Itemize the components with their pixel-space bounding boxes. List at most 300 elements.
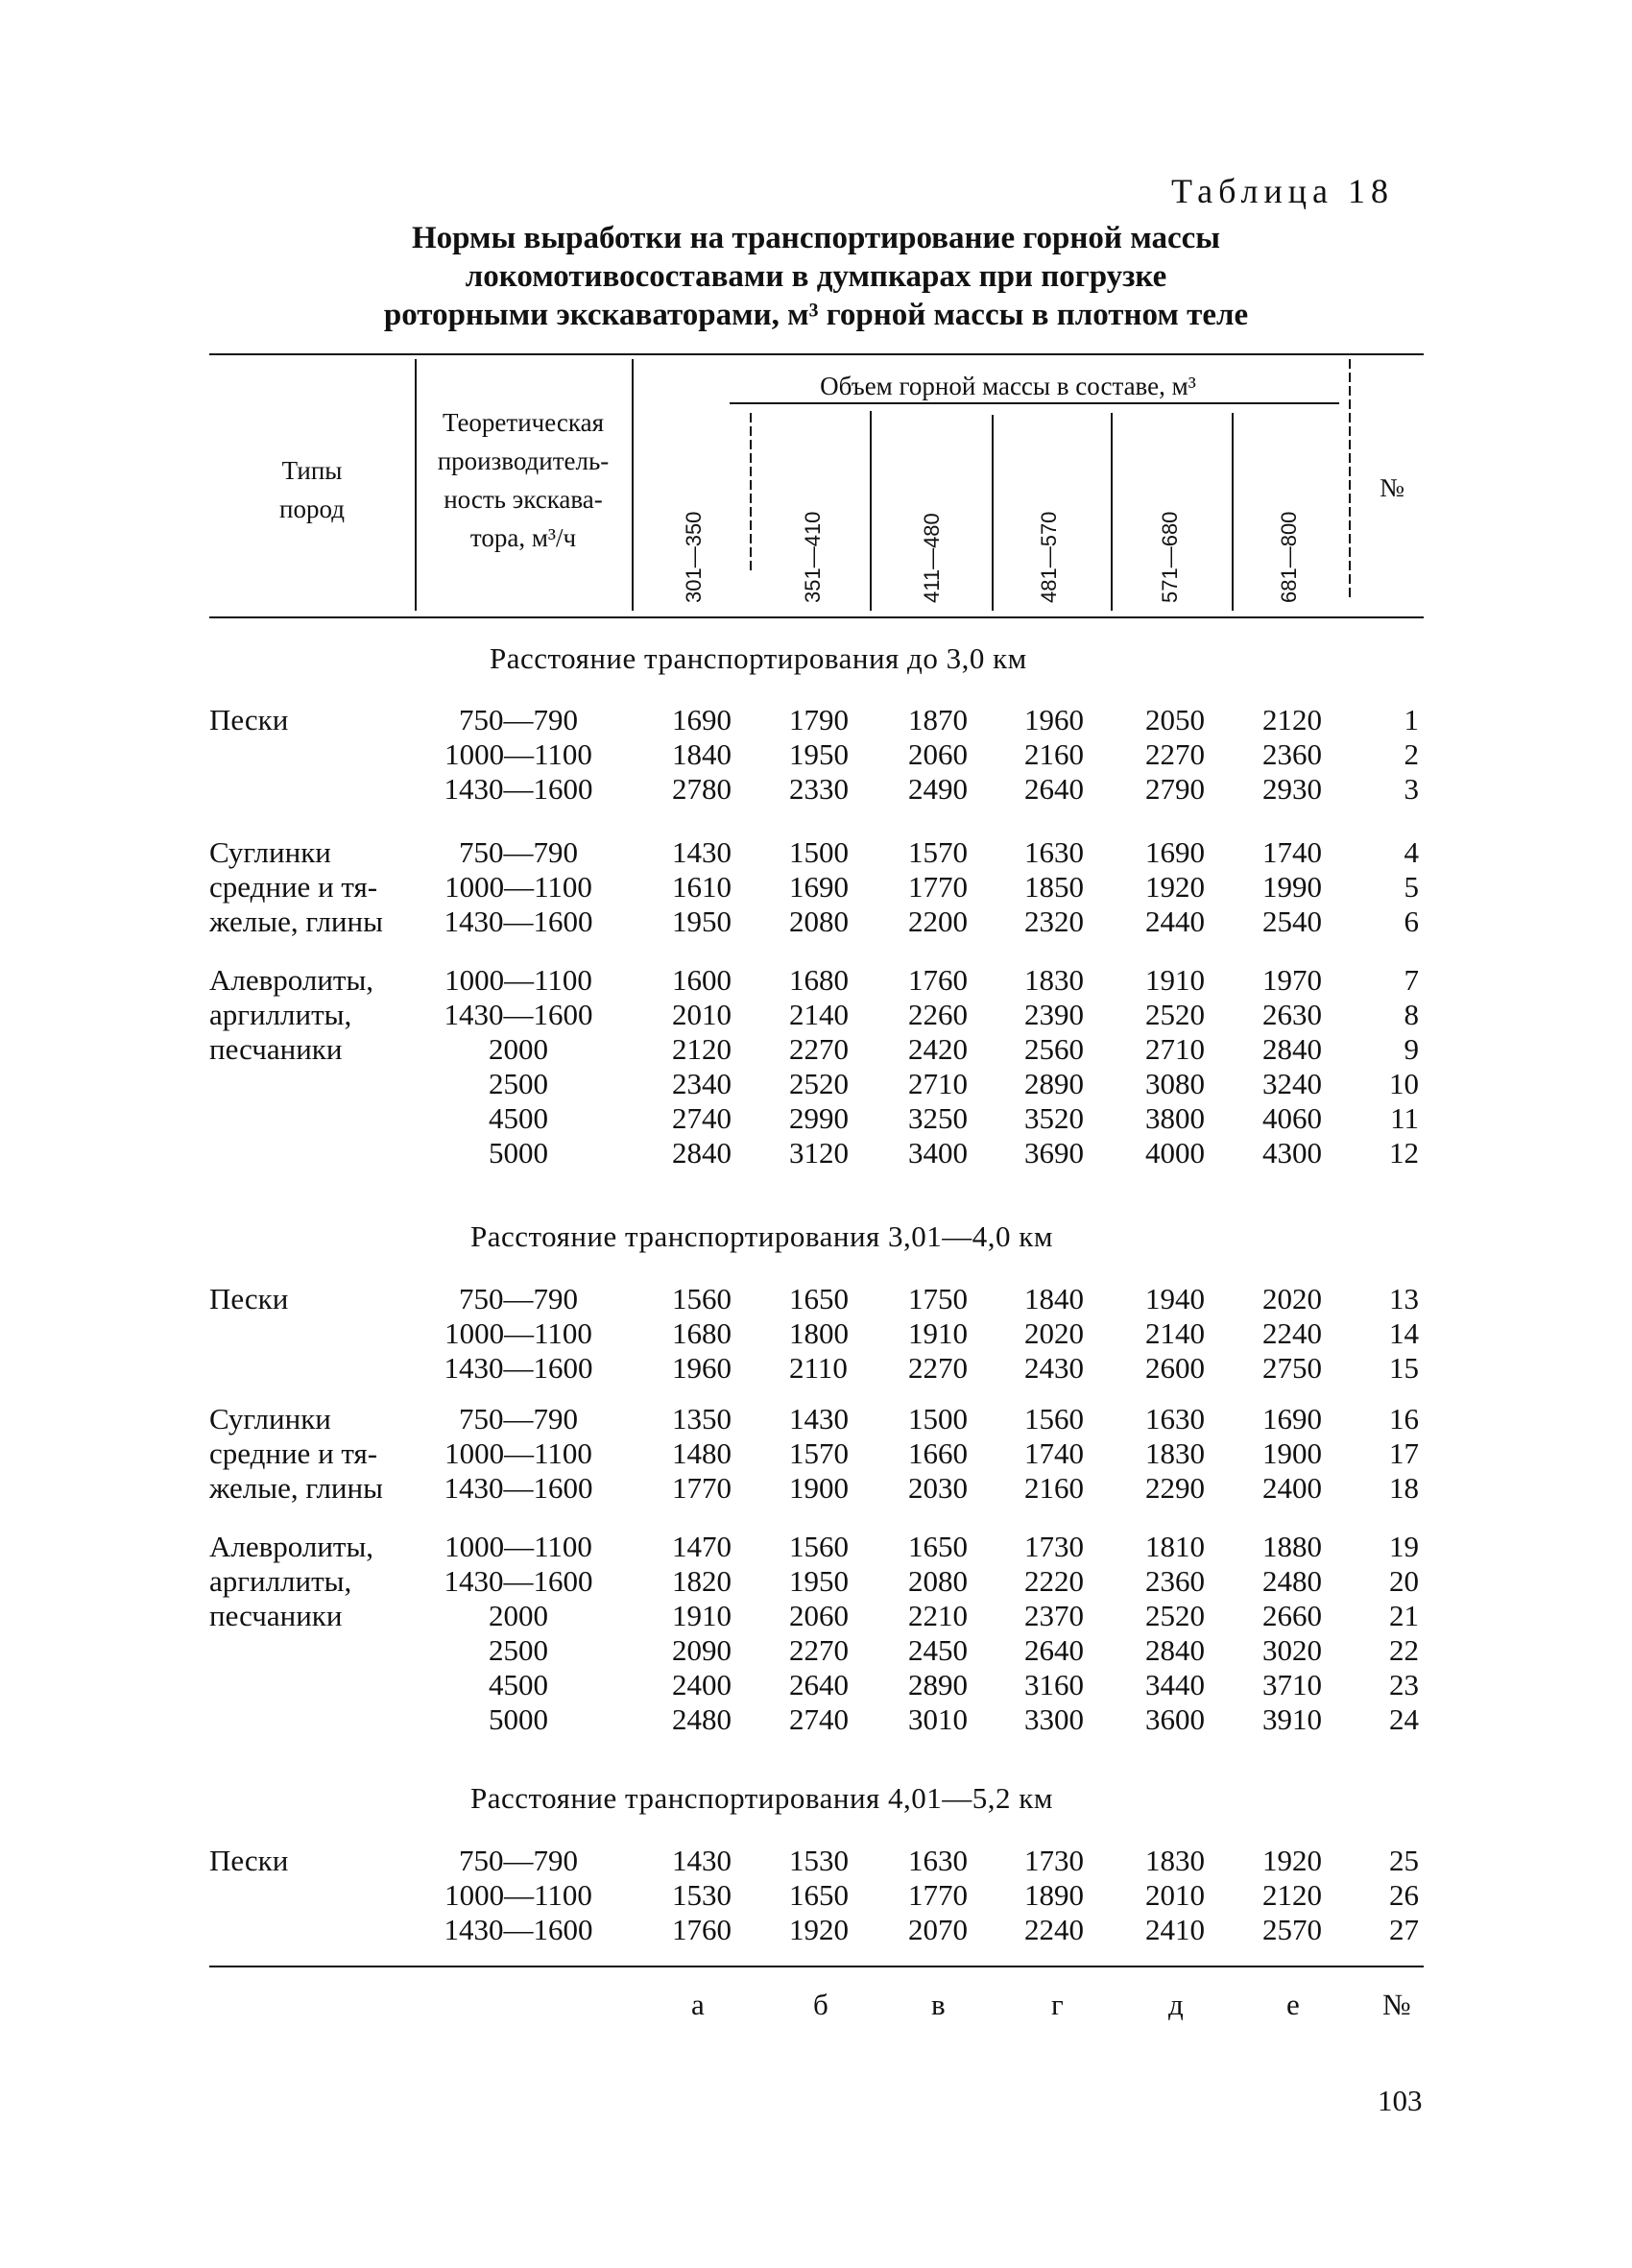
footer-number-label: № — [1382, 1988, 1411, 2021]
value-cell: 1900 — [789, 1471, 849, 1505]
row-number-cell: 22 — [1389, 1633, 1419, 1667]
productivity-cell: 1000—1100 — [444, 870, 592, 904]
value-cell: 2110 — [789, 1351, 848, 1385]
column-header-number: № — [1380, 473, 1404, 502]
value-cell: 2270 — [789, 1633, 849, 1667]
value-cell: 1530 — [789, 1844, 849, 1877]
productivity-cell: 5000 — [489, 1702, 548, 1736]
value-cell: 2450 — [908, 1633, 968, 1667]
value-cell: 2520 — [1145, 998, 1205, 1031]
value-cell: 2060 — [908, 737, 968, 771]
value-cell: 2030 — [908, 1471, 968, 1505]
value-cell: 1960 — [1024, 703, 1084, 736]
value-cell: 1560 — [672, 1282, 732, 1315]
value-cell: 2420 — [908, 1032, 968, 1066]
value-cell: 1470 — [672, 1530, 732, 1563]
rock-type-label: Суглинки — [209, 1402, 331, 1436]
column-header-volume-a: 301—350 — [682, 511, 706, 603]
value-cell: 1650 — [789, 1282, 849, 1315]
value-cell: 1530 — [672, 1878, 732, 1912]
value-cell: 2560 — [1024, 1032, 1084, 1066]
value-cell: 2390 — [1024, 998, 1084, 1031]
value-cell: 1870 — [908, 703, 968, 736]
table-row — [0, 998, 1632, 1032]
rock-type-label: песчаники — [209, 1599, 343, 1632]
header-line: Типы — [281, 456, 343, 485]
divider — [209, 1966, 1424, 1967]
section-title: Расстояние транспортирования до 3,0 км — [490, 641, 1027, 675]
value-cell: 1950 — [789, 1564, 849, 1598]
value-cell: 2270 — [789, 1032, 849, 1066]
value-cell: 2840 — [1262, 1032, 1322, 1066]
productivity-cell: 1430—1600 — [444, 772, 593, 806]
footer-letter-v: в — [931, 1988, 946, 2021]
value-cell: 2120 — [672, 1032, 732, 1066]
value-cell: 1570 — [789, 1436, 849, 1470]
productivity-cell: 1430—1600 — [444, 905, 593, 938]
value-cell: 3240 — [1262, 1067, 1322, 1100]
value-cell: 1730 — [1024, 1844, 1084, 1877]
value-cell: 1730 — [1024, 1530, 1084, 1563]
value-cell: 2270 — [908, 1351, 968, 1385]
value-cell: 1820 — [672, 1564, 732, 1598]
divider — [632, 359, 634, 611]
row-number-cell: 12 — [1389, 1136, 1419, 1170]
productivity-cell: 2000 — [489, 1599, 548, 1632]
value-cell: 3250 — [908, 1101, 968, 1135]
value-cell: 2120 — [1262, 1878, 1322, 1912]
table-label: Таблица 18 — [1171, 172, 1394, 210]
value-cell: 1650 — [789, 1878, 849, 1912]
value-cell: 1990 — [1262, 870, 1322, 904]
table-row — [0, 1436, 1632, 1471]
row-number-cell: 2 — [1404, 737, 1419, 771]
table-row — [0, 1067, 1632, 1101]
row-number-cell: 24 — [1389, 1702, 1419, 1736]
value-cell: 1810 — [1145, 1530, 1205, 1563]
section-title: Расстояние транспортирования 4,01—5,2 км — [470, 1781, 1053, 1815]
value-cell: 2270 — [1145, 737, 1205, 771]
divider — [209, 353, 1424, 355]
value-cell: 2080 — [908, 1564, 968, 1598]
value-cell: 1940 — [1145, 1282, 1205, 1315]
table-row — [0, 1471, 1632, 1506]
divider — [992, 415, 994, 611]
value-cell: 2060 — [789, 1599, 849, 1632]
value-cell: 2160 — [1024, 737, 1084, 771]
value-cell: 1950 — [672, 905, 732, 938]
rock-type-label: аргиллиты, — [209, 1564, 352, 1598]
table-row — [0, 1878, 1632, 1913]
value-cell: 2430 — [1024, 1351, 1084, 1385]
table-row — [0, 1530, 1632, 1564]
value-cell: 1690 — [1262, 1402, 1322, 1436]
row-number-cell: 11 — [1390, 1101, 1419, 1135]
value-cell: 1430 — [672, 1844, 732, 1877]
column-header-volume-b: 351—410 — [801, 511, 825, 603]
value-cell: 2070 — [908, 1913, 968, 1946]
header-line: Теоретическая — [442, 408, 604, 437]
productivity-cell: 1430—1600 — [444, 1913, 593, 1946]
row-number-cell: 16 — [1389, 1402, 1419, 1436]
value-cell: 2370 — [1024, 1599, 1084, 1632]
value-cell: 2740 — [789, 1702, 849, 1736]
table-row — [0, 1564, 1632, 1599]
value-cell: 1910 — [908, 1316, 968, 1350]
table-row — [0, 1316, 1632, 1351]
value-cell: 1960 — [672, 1351, 732, 1385]
value-cell: 2640 — [1024, 772, 1084, 806]
productivity-cell: 1000—1100 — [444, 1878, 592, 1912]
table-row — [0, 1844, 1632, 1878]
value-cell: 2480 — [1262, 1564, 1322, 1598]
row-number-cell: 4 — [1404, 835, 1419, 869]
value-cell: 2020 — [1024, 1316, 1084, 1350]
value-cell: 3400 — [908, 1136, 968, 1170]
productivity-cell: 750—790 — [459, 835, 578, 869]
row-number-cell: 23 — [1389, 1668, 1419, 1701]
value-cell: 1680 — [789, 963, 849, 997]
column-header-volume-v: 411—480 — [920, 513, 944, 603]
value-cell: 1910 — [672, 1599, 732, 1632]
productivity-cell: 4500 — [489, 1101, 548, 1135]
productivity-cell: 1000—1100 — [444, 1316, 592, 1350]
value-cell: 1350 — [672, 1402, 732, 1436]
table-row — [0, 1101, 1632, 1136]
column-header-volume-group: Объем горной массы в составе, м³ — [820, 372, 1196, 400]
value-cell: 1770 — [908, 1878, 968, 1912]
value-cell: 2740 — [672, 1101, 732, 1135]
value-cell: 2640 — [789, 1668, 849, 1701]
value-cell: 2010 — [672, 998, 732, 1031]
rock-type-label: Суглинки — [209, 835, 331, 869]
column-header-productivity — [417, 403, 630, 557]
header-line: ность экскава- — [444, 485, 603, 514]
value-cell: 3440 — [1145, 1668, 1205, 1701]
table-row — [0, 963, 1632, 998]
value-cell: 1790 — [789, 703, 849, 736]
row-number-cell: 25 — [1389, 1844, 1419, 1877]
column-header-volume-d: 571—680 — [1158, 511, 1182, 603]
row-number-cell: 1 — [1404, 703, 1419, 736]
value-cell: 2840 — [672, 1136, 732, 1170]
table-row — [0, 737, 1632, 772]
value-cell: 3160 — [1024, 1668, 1084, 1701]
value-cell: 2140 — [789, 998, 849, 1031]
table-row — [0, 1282, 1632, 1316]
value-cell: 2890 — [1024, 1067, 1084, 1100]
value-cell: 2200 — [908, 905, 968, 938]
table-row — [0, 1668, 1632, 1702]
value-cell: 3120 — [789, 1136, 849, 1170]
value-cell: 2480 — [672, 1702, 732, 1736]
value-cell: 2090 — [672, 1633, 732, 1667]
productivity-cell: 1000—1100 — [444, 963, 592, 997]
productivity-cell: 1000—1100 — [444, 1436, 592, 1470]
productivity-cell: 1430—1600 — [444, 1471, 593, 1505]
productivity-cell: 750—790 — [459, 1282, 578, 1315]
rock-type-label: песчаники — [209, 1032, 343, 1066]
value-cell: 2320 — [1024, 905, 1084, 938]
productivity-cell: 750—790 — [459, 1402, 578, 1436]
divider — [1232, 413, 1234, 611]
value-cell: 2080 — [789, 905, 849, 938]
row-number-cell: 18 — [1389, 1471, 1419, 1505]
rock-type-label: Пески — [209, 1844, 289, 1877]
value-cell: 3080 — [1145, 1067, 1205, 1100]
value-cell: 2750 — [1262, 1351, 1322, 1385]
row-number-cell: 14 — [1389, 1316, 1419, 1350]
column-header-volume-g: 481—570 — [1037, 511, 1061, 603]
value-cell: 2520 — [789, 1067, 849, 1100]
rock-type-label: Алевролиты, — [209, 1530, 374, 1563]
value-cell: 1740 — [1024, 1436, 1084, 1470]
table-row — [0, 1599, 1632, 1633]
value-cell: 1430 — [789, 1402, 849, 1436]
divider — [1349, 359, 1351, 601]
value-cell: 1770 — [908, 870, 968, 904]
value-cell: 2330 — [789, 772, 849, 806]
value-cell: 1680 — [672, 1316, 732, 1350]
table-row — [0, 1702, 1632, 1737]
productivity-cell: 2000 — [489, 1032, 548, 1066]
value-cell: 1910 — [1145, 963, 1205, 997]
title-line: локомотивосоставами в думпкарах при погрузке — [465, 259, 1167, 294]
productivity-cell: 1000—1100 — [444, 737, 592, 771]
value-cell: 1480 — [672, 1436, 732, 1470]
value-cell: 2440 — [1145, 905, 1205, 938]
divider — [209, 616, 1424, 618]
title-line: роторными экскаваторами, м³ горной массы в плотном теле — [383, 298, 1249, 332]
divider — [870, 411, 872, 611]
header-line: пород — [279, 495, 345, 523]
productivity-cell: 750—790 — [459, 1844, 578, 1877]
value-cell: 1690 — [1145, 835, 1205, 869]
table-row — [0, 772, 1632, 807]
productivity-cell: 750—790 — [459, 703, 578, 736]
row-number-cell: 3 — [1404, 772, 1419, 806]
value-cell: 2930 — [1262, 772, 1322, 806]
value-cell: 3600 — [1145, 1702, 1205, 1736]
value-cell: 1880 — [1262, 1530, 1322, 1563]
divider — [1111, 413, 1113, 611]
column-header-rock-type — [230, 451, 394, 528]
value-cell: 2890 — [908, 1668, 968, 1701]
value-cell: 2600 — [1145, 1351, 1205, 1385]
row-number-cell: 27 — [1389, 1913, 1419, 1946]
value-cell: 2360 — [1145, 1564, 1205, 1598]
value-cell: 1610 — [672, 870, 732, 904]
value-cell: 1630 — [908, 1844, 968, 1877]
productivity-cell: 5000 — [489, 1136, 548, 1170]
footer-letter-a: а — [691, 1988, 705, 2021]
table-row — [0, 870, 1632, 905]
rock-type-label: аргиллиты, — [209, 998, 352, 1031]
value-cell: 3800 — [1145, 1101, 1205, 1135]
value-cell: 3690 — [1024, 1136, 1084, 1170]
value-cell: 2630 — [1262, 998, 1322, 1031]
value-cell: 3300 — [1024, 1702, 1084, 1736]
value-cell: 1830 — [1145, 1844, 1205, 1877]
value-cell: 3010 — [908, 1702, 968, 1736]
row-number-cell: 7 — [1404, 963, 1419, 997]
value-cell: 1500 — [908, 1402, 968, 1436]
value-cell: 2540 — [1262, 905, 1322, 938]
footer-letter-d: д — [1168, 1988, 1184, 2021]
value-cell: 2490 — [908, 772, 968, 806]
header-line: производитель- — [437, 446, 610, 475]
value-cell: 2340 — [672, 1067, 732, 1100]
productivity-cell: 2500 — [489, 1067, 548, 1100]
value-cell: 1770 — [672, 1471, 732, 1505]
value-cell: 1890 — [1024, 1878, 1084, 1912]
rock-type-label: средние и тя- — [209, 870, 378, 904]
value-cell: 1500 — [789, 835, 849, 869]
value-cell: 2210 — [908, 1599, 968, 1632]
row-number-cell: 8 — [1404, 998, 1419, 1031]
value-cell: 4000 — [1145, 1136, 1205, 1170]
value-cell: 2050 — [1145, 703, 1205, 736]
rock-type-label: Пески — [209, 703, 289, 736]
productivity-cell: 1430—1600 — [444, 1564, 593, 1598]
value-cell: 1750 — [908, 1282, 968, 1315]
row-number-cell: 15 — [1389, 1351, 1419, 1385]
value-cell: 1800 — [789, 1316, 849, 1350]
value-cell: 3710 — [1262, 1668, 1322, 1701]
value-cell: 1920 — [1145, 870, 1205, 904]
value-cell: 2220 — [1024, 1564, 1084, 1598]
rock-type-label: средние и тя- — [209, 1436, 378, 1470]
value-cell: 1630 — [1145, 1402, 1205, 1436]
value-cell: 1430 — [672, 835, 732, 869]
rock-type-label: Пески — [209, 1282, 289, 1315]
value-cell: 1760 — [908, 963, 968, 997]
divider — [750, 413, 752, 571]
footer-letter-e: е — [1286, 1988, 1300, 2021]
value-cell: 2260 — [908, 998, 968, 1031]
value-cell: 1970 — [1262, 963, 1322, 997]
value-cell: 2020 — [1262, 1282, 1322, 1315]
value-cell: 1570 — [908, 835, 968, 869]
value-cell: 2780 — [672, 772, 732, 806]
value-cell: 4060 — [1262, 1101, 1322, 1135]
value-cell: 1630 — [1024, 835, 1084, 869]
value-cell: 2140 — [1145, 1316, 1205, 1350]
table-row — [0, 1402, 1632, 1436]
footer-letter-b: б — [813, 1988, 828, 2021]
value-cell: 2400 — [1262, 1471, 1322, 1505]
table-row — [0, 835, 1632, 870]
table-row — [0, 905, 1632, 939]
value-cell: 2710 — [1145, 1032, 1205, 1066]
value-cell: 2120 — [1262, 703, 1322, 736]
value-cell: 2840 — [1145, 1633, 1205, 1667]
column-header-volume-e: 681—800 — [1277, 511, 1301, 603]
title-line: Нормы выработки на транспортирование горной массы — [412, 221, 1220, 255]
page-number: 103 — [1378, 2084, 1423, 2117]
value-cell: 2640 — [1024, 1633, 1084, 1667]
rock-type-label: желые, глины — [209, 905, 383, 938]
value-cell: 2710 — [908, 1067, 968, 1100]
row-number-cell: 21 — [1389, 1599, 1419, 1632]
value-cell: 3910 — [1262, 1702, 1322, 1736]
row-number-cell: 6 — [1404, 905, 1419, 938]
value-cell: 1690 — [789, 870, 849, 904]
value-cell: 2410 — [1145, 1913, 1205, 1946]
productivity-cell: 1430—1600 — [444, 998, 593, 1031]
value-cell: 2520 — [1145, 1599, 1205, 1632]
productivity-cell: 1430—1600 — [444, 1351, 593, 1385]
value-cell: 2570 — [1262, 1913, 1322, 1946]
table-row — [0, 1032, 1632, 1067]
value-cell: 2240 — [1024, 1913, 1084, 1946]
value-cell: 2240 — [1262, 1316, 1322, 1350]
value-cell: 1840 — [1024, 1282, 1084, 1315]
value-cell: 2010 — [1145, 1878, 1205, 1912]
value-cell: 1830 — [1024, 963, 1084, 997]
value-cell: 1950 — [789, 737, 849, 771]
value-cell: 1760 — [672, 1913, 732, 1946]
value-cell: 1900 — [1262, 1436, 1322, 1470]
table-row — [0, 1633, 1632, 1668]
table-row — [0, 1913, 1632, 1947]
value-cell: 1650 — [908, 1530, 968, 1563]
productivity-cell: 4500 — [489, 1668, 548, 1701]
value-cell: 2360 — [1262, 737, 1322, 771]
row-number-cell: 9 — [1404, 1032, 1419, 1066]
table-row — [0, 1351, 1632, 1386]
value-cell: 1690 — [672, 703, 732, 736]
value-cell: 1600 — [672, 963, 732, 997]
value-cell: 2660 — [1262, 1599, 1322, 1632]
footer-letter-g: г — [1051, 1988, 1064, 2021]
productivity-cell: 2500 — [489, 1633, 548, 1667]
value-cell: 4300 — [1262, 1136, 1322, 1170]
row-number-cell: 19 — [1389, 1530, 1419, 1563]
row-number-cell: 13 — [1389, 1282, 1419, 1315]
value-cell: 2290 — [1145, 1471, 1205, 1505]
row-number-cell: 5 — [1404, 870, 1419, 904]
table-row — [0, 1136, 1632, 1170]
value-cell: 3020 — [1262, 1633, 1322, 1667]
value-cell: 1840 — [672, 737, 732, 771]
table-row — [0, 703, 1632, 737]
row-number-cell: 20 — [1389, 1564, 1419, 1598]
value-cell: 1740 — [1262, 835, 1322, 869]
value-cell: 1660 — [908, 1436, 968, 1470]
value-cell: 1920 — [1262, 1844, 1322, 1877]
value-cell: 1560 — [789, 1530, 849, 1563]
value-cell: 2790 — [1145, 772, 1205, 806]
header-line: тора, м³/ч — [469, 523, 577, 552]
table-title — [288, 219, 1344, 334]
row-number-cell: 26 — [1389, 1878, 1419, 1912]
value-cell: 2160 — [1024, 1471, 1084, 1505]
section-title: Расстояние транспортирования 3,01—4,0 км — [470, 1219, 1053, 1253]
value-cell: 1850 — [1024, 870, 1084, 904]
productivity-cell: 1000—1100 — [444, 1530, 592, 1563]
row-number-cell: 10 — [1389, 1067, 1419, 1100]
value-cell: 2990 — [789, 1101, 849, 1135]
value-cell: 1920 — [789, 1913, 849, 1946]
value-cell: 2400 — [672, 1668, 732, 1701]
row-number-cell: 17 — [1389, 1436, 1419, 1470]
value-cell: 1830 — [1145, 1436, 1205, 1470]
value-cell: 1560 — [1024, 1402, 1084, 1436]
rock-type-label: желые, глины — [209, 1471, 383, 1505]
value-cell: 3520 — [1024, 1101, 1084, 1135]
rock-type-label: Алевролиты, — [209, 963, 374, 997]
